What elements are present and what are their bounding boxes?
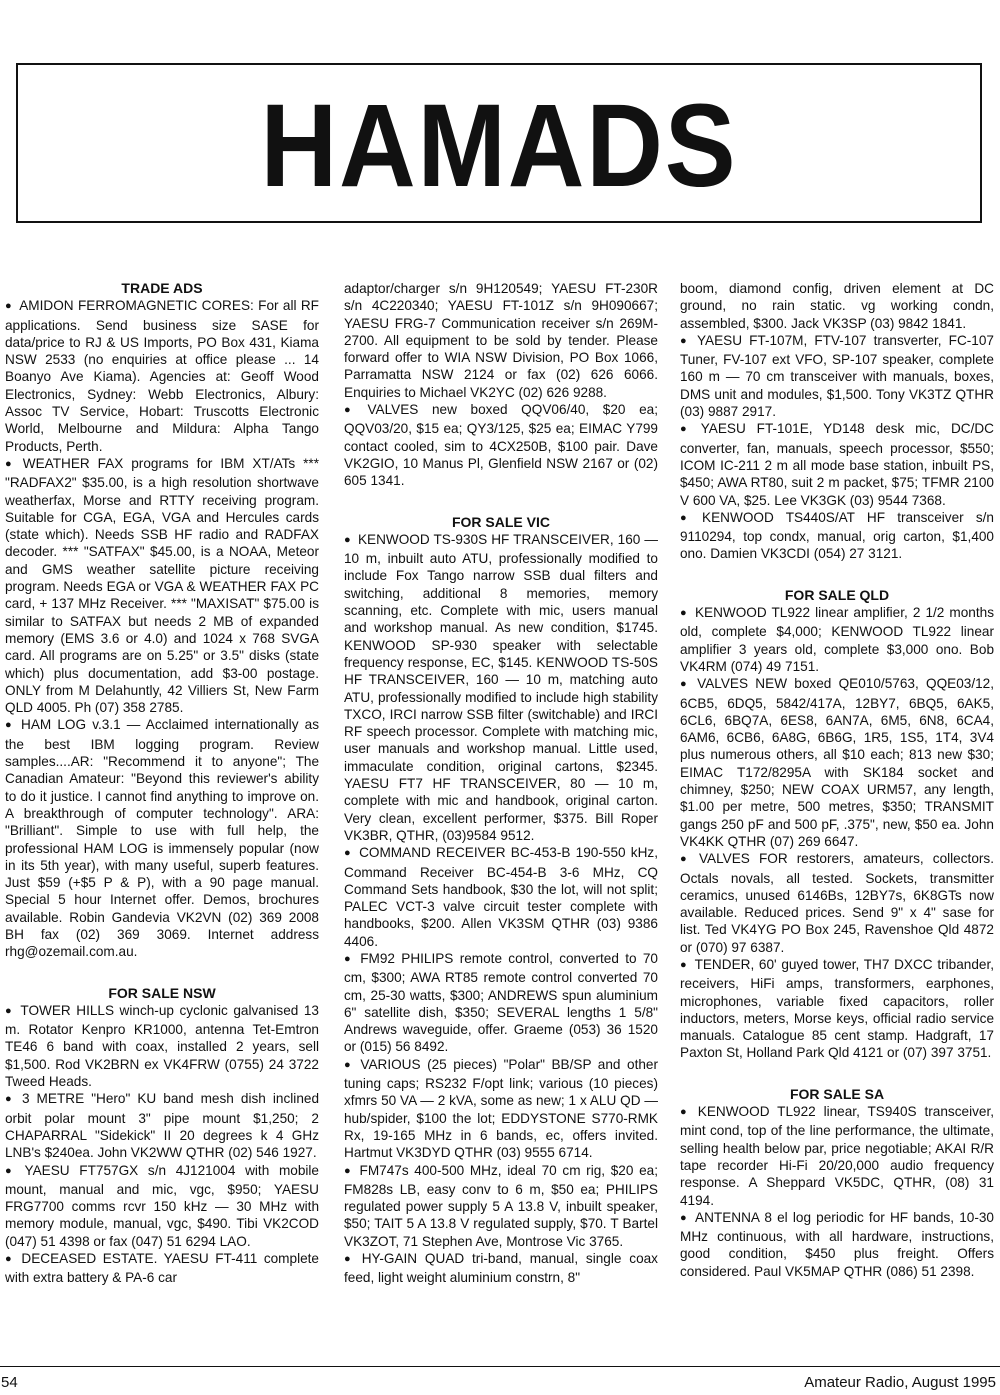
ad-item: ● TOWER HILLS winch-up cyclonic galvanised 13 m. Rotator Kenpro KR1000, antenna Tet-Emtron TE46 6 band with coax, installed 2 years, sell $1,500. Rod VK2BRN ex VK4FRW (0755) 24 3722 Tweed Heads. — [5, 1002, 319, 1090]
ad-item: ● DECEASED ESTATE. YAESU FT-411 complete with extra battery & PA-6 car — [5, 1250, 319, 1287]
ad-item: ● WEATHER FAX programs for IBM XT/ATs *** "RADFAX2" $35.00, is a high resolution shortwave weatherfax, Morse and RTTY receiving program. Suitable for CGA, EGA, VGA and Hercules cards (state which). Needs SSB HF radio and RADFAX decoder. *** "SATFAX" $45.00, is a NOAA, Meteor and GMS weather satellite picture receiving program. Needs EGA or VGA & WEATHER FAX PC card, + 137 MHz Receiver. *** "MAXISAT" $75.00 is similar to SATFAX but needs 2 MB of expanded memory (EMS 3.6 or 4.0) and 1024 x 768 SVGA card. All programs are on 5.25" or 3.5" disks (state which) plus documentation, add $3-00 postage. ONLY from M Delahuntly, 42 Villiers St, New Farm QLD 4005. Ph (07) 358 2785. — [5, 455, 319, 716]
ad-item: ● YAESU FT-101E, YD148 desk mic, DC/DC converter, fan, manuals, speech processor, $550; ICOM IC-211 2 m all mode base station, inbuilt PS, $450; AWA RT80, suit 2 m packet, $75; TFMR 2100 V 600 VA, $25. Lee VK3GK (03) 9544 7368. — [680, 420, 994, 508]
section-vic-continued — [680, 280, 994, 563]
publication-footer: Amateur Radio, August 1995 — [804, 1374, 996, 1391]
section-title-sa: FOR SALE SA — [789, 1085, 885, 1102]
column-1 — [5, 280, 319, 1360]
ad-item: ● AMIDON FERROMAGNETIC CORES: For all RF applications. Send business size SASE for data/price to RJ & US Imports, PO Box 431, Kiama NSW 2533 (no enquiries at office please ... 14 Boanyo Ave Kiama). Agencies at: Geoff Wood Electronics, Sydney: Webb Electronics, Albury: Assoc TV Service, Hobart: Truscotts Electronic World, Melbourne and Mildura: Alpha Tango Products, Perth. — [5, 297, 319, 455]
ad-item: ● KENWOOD TS440S/AT HF transceiver s/n 9110294, top condx, manual, orig carton, $1,400 ono. Damien VK3CDI (054) 27 3121. — [680, 509, 994, 563]
ad-item: ● VALVES new boxed QQV06/40, $20 ea; QQV03/20, $15 ea; QY3/125, $25 ea; EIMAC Y799 contact cooled, sim to 4CX250B, $100 pair. Dave VK2GIO, 10 Manus Pl, Glenfield NSW 2167 or (02) 605 1341. — [344, 401, 658, 489]
column-3 — [680, 280, 994, 1360]
section-title-trade-ads: TRADE ADS — [121, 280, 203, 296]
ad-item: ● YAESU FT-107M, FTV-107 transverter, FC-107 Tuner, FV-107 ext VFO, SP-107 speaker, complete 160 m — 70 cm transceiver with manuals, boxes, DMS unit and modules, $1,500. Tony VK3TZ QTHR (03) 9887 2917. — [680, 332, 994, 420]
section-title-vic: FOR SALE VIC — [451, 513, 550, 530]
ad-item: ● HY-GAIN QUAD tri-band, manual, single coax feed, light weight aluminium constrn, 8" — [344, 1250, 658, 1287]
ad-item: ● VALVES NEW boxed QE010/5763, QQE03/12, 6CB5, 6DQ5, 5842/417A, 12BY7, 6BQ5, 6AK5, 6CL6, 6BQ7A, 6ES8, 6AN7A, 6M5, 6N8, 6CA4, 6AM6, 6CB6, 6A8G, 6B6G, 1R5, 1S5, 1T4, 3V4 plus numerous others, all $10 each; 813 new $30; EIMAC T172/8295A with SK184 socket and chimney, $250; NEW COAX URM57, any length, $1.00 per metre, 500 metres, $350; TRANSMIT gangs 250 pF and 500 pF, .375", new, $50 ea. John VK4KK QTHR (07) 269 6647. — [680, 675, 994, 850]
section-title-nsw: FOR SALE NSW — [108, 984, 216, 1001]
ad-item: ● COMMAND RECEIVER BC-453-B 190-550 kHz, Command Receiver BC-454-B 3-6 MHz, CQ Command Sets handbook, $30 the lot, will not split; PALEC VCT-3 valve circuit tester complete with handbooks, $200. Allen VK3SM QTHR (03) 9386 4406. — [344, 844, 658, 950]
ad-item: ● ANTENNA 8 el log periodic for HF bands, 10-30 MHz continuous, with all hardware, instructions, good condition, $450 plus freight. Offers considered. Paul VK5MAP QTHR (086) 51 2398. — [680, 1209, 994, 1280]
section-nsw-continued — [344, 280, 658, 490]
section-for-sale-vic — [344, 514, 658, 1287]
section-title-qld: FOR SALE QLD — [784, 586, 890, 603]
ad-item: ● YAESU FT757GX s/n 4J121004 with mobile mount, manual and mic, vgc, $950; YAESU FRG7700 comms rcvr 150 kHz — 30 MHz with memory module, manual, vgc, $490. Tibi VK2COD (047) 51 4398 or fax (047) 51 6294 LAO. — [5, 1162, 319, 1250]
section-trade-ads — [5, 280, 319, 961]
ad-item: ● KENWOOD TL922 linear, TS940S transceiver, mint cond, top of the line performance, the ultimate, selling health below par, price negotiable; AKAI R/R tape recorder Hi-Fi 20/20,000 audio frequency response. A Sheppard VK5DC, QTHR, (08) 31 4194. — [680, 1103, 994, 1209]
column-2 — [344, 280, 658, 1360]
ad-item: ● KENWOOD TS-930S HF TRANSCEIVER, 160 — 10 m, inbuilt auto ATU, professionally modified to include Fox Tango narrow SSB dual filters and switching, additional 8 memories, memory scanning, etc. Complete with mic, users manual and workshop manual. As new condition, $1745. KENWOOD SP-930 speaker with selectable frequency response, EC, $145. KENWOOD TS-50S HF TRANSCEIVER, 160 — 10 m, matching auto ATU, professionally modified to include high stability TXCO, IRCI narrow SSB filter (switchable) and IRCI RF speech processor. Complete with matching mic, user manuals and workshop manual. Little used, immaculate condition, original cartons, $2345. YAESU FT7 HF TRANSCEIVER, 80 — 10 m, complete with mic and handbook, original carton. Very clean, excellent performer, $375. Bill Roper VK3BR, QTHR, (03)9584 9512. — [344, 531, 658, 844]
ad-item: ● HAM LOG v.3.1 — Acclaimed internationally as the best IBM logging program. Review samples....AR: "Recommend it to anyone"; The Canadian Amateur: "Beyond this reviewer's ability to do it justice. I cannot find anything to improve on. A breakthrough of computer technology". ARA: "Brilliant". Simple to use with full help, the professional HAM LOG is immensely popular (now in its 5th year), with many useful, superb features. Just $59 (+$5 P & P), with a 90 page manual. Special 5 hour Internet offer. Demos, brochures available. Robin Gandevia VK2VN (02) 369 2008 BH fax (02) 369 3069. Internet address rhg@ozemail.com.au. — [5, 716, 319, 960]
ad-continued: adaptor/charger s/n 9H120549; YAESU FT-230R s/n 4C220340; YAESU FT-101Z s/n 9H090667; YAESU FRG-7 Communication receiver s/n 269M-2700. All equipment to be sold by tender. Please forward offer to WIA NSW Division, PO Box 1066, Parramatta NSW 2124 or fax (02) 626 6066. Enquiries to Michael VK2YC (02) 626 9288. — [344, 281, 658, 400]
section-for-sale-nsw — [5, 985, 319, 1287]
ad-item: ● 3 METRE "Hero" KU band mesh dish inclined orbit polar mount 3" pipe mount $1,250; 2 CHAPARRAL "Sidekick" II 20 degrees k 4 GHz LNB's $240ea. John VK2WW QTHR (02) 546 1927. — [5, 1090, 319, 1161]
title-box — [16, 63, 982, 223]
ad-item: ● KENWOOD TL922 linear amplifier, 2 1/2 months old, complete $4,000; KENWOOD TL922 linear amplifier 3 years old, complete $3,000 ono. Bob VK4RM (074) 49 7151. — [680, 604, 994, 675]
ad-item: ● VALVES FOR restorers, amateurs, collectors. Octals novals, all tested. Sockets, transmitter ceramics, unused 6146Bs, 12BY7s, 6K8GTs now available. Reduced prices. Send 9" x 4" sase for list. Ted VK4YG PO Box 245, Ravenshoe Qld 4872 or (070) 97 6387. — [680, 850, 994, 956]
ad-item: ● TENDER, 60' guyed tower, TH7 DXCC tribander, receivers, HiFi amps, transformers, earphones, microphones, variable fixed capacitors, roller inductors, meters, Morse keys, official radio service manuals. Catalogue 85 cent stamp. Hadgraft, 17 Paxton St, Holland Park Qld 4121 or (07) 397 3751. — [680, 956, 994, 1062]
section-for-sale-qld — [680, 587, 994, 1062]
ad-item: ● VARIOUS (25 pieces) "Polar" BB/SP and other tuning caps; RS232 F/opt link; various (10 pieces) xfmrs 50 VA — 2 kVA, some as new; 1 x ALU QD — hub/spider, $100 the lot; EDDYSTONE S770-RMK Rx, 19-165 MHz in 6 bands, ec, offers invited. Hartmut VK3DYD QTHR (03) 9555 6714. — [344, 1056, 658, 1162]
page-title: HAMADS — [260, 80, 738, 212]
section-for-sale-sa — [680, 1086, 994, 1280]
ad-item: ● FM92 PHILIPS remote control, converted to 70 cm, $300; AWA RT85 remote control converted 70 cm, 25-30 watts, $300; ANDREWS spun aluminium 6" satellite dish, $350; SEVERAL lengths 1 5/8" Andrews waveguide, offer. Graeme (053) 36 1520 or (015) 56 8492. — [344, 950, 658, 1056]
footer-rule — [0, 1366, 1000, 1367]
ad-item: ● FM747s 400-500 MHz, ideal 70 cm rig, $20 ea; FM828s LB, easy conv to 6 m, $50 ea; PHILIPS regulated power supply 5 A 13.8 V, inbuilt speaker, $50; TAIT 5 A 13.8 V regulated supply, $70. T Bartel VK3ZOT, 71 Stephen Ave, Montrose Vic 3765. — [344, 1162, 658, 1250]
ad-continued: boom, diamond config, driven element at DC ground, no rain static. vg working condn, assembled, $300. Jack VK3SP (03) 9842 1841. — [680, 281, 994, 331]
page-number: 54 — [1, 1374, 18, 1391]
